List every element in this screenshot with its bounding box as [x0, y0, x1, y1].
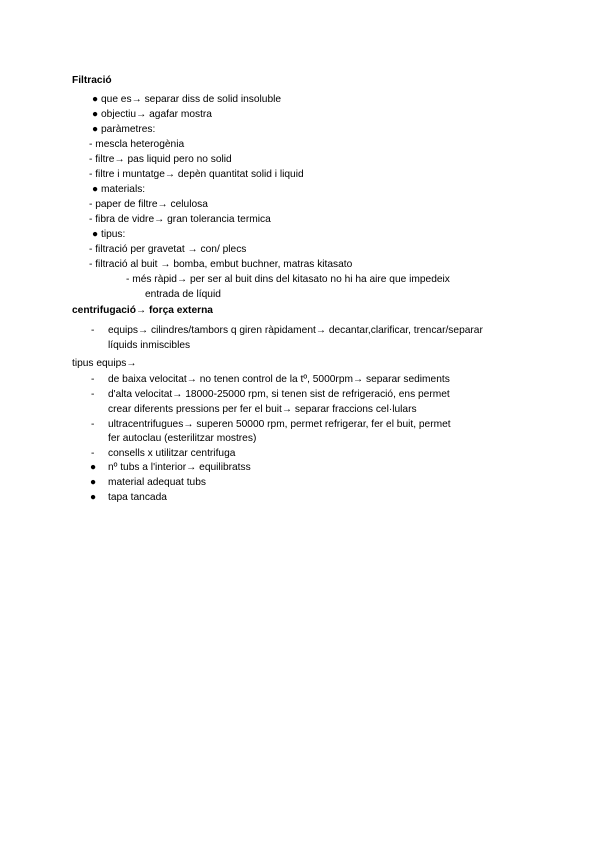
list-item: ● que es→ separar diss de solid insoluble — [92, 94, 282, 105]
heading-filtracio: Filtració — [72, 75, 112, 86]
list-item-continuation: líquids inmiscibles — [108, 340, 191, 351]
list-item: - més ràpid→ per ser al buit dins del kitasato no hi ha aire que impedeix — [126, 274, 450, 285]
dash-marker: - — [91, 419, 95, 430]
list-item-continuation: fer autoclau (esterilitzar mostres) — [108, 433, 257, 444]
heading-tipus-equips: tipus equips→ — [72, 358, 137, 369]
bullet-marker: ● — [90, 462, 97, 473]
list-item: ultracentrifugues→ superen 50000 rpm, permet refrigerar, fer el buit, permet — [108, 419, 451, 430]
list-item: - paper de filtre→ celulosa — [89, 199, 208, 210]
list-item-continuation: entrada de líquid — [145, 289, 221, 300]
list-item: - fibra de vidre→ gran tolerancia termica — [89, 214, 271, 225]
list-item: ● paràmetres: — [92, 124, 156, 135]
list-item: equips→ cilindres/tambors q giren ràpidament→ decantar,clarificar, trencar/separar — [108, 325, 483, 336]
list-item: - filtre→ pas liquid pero no solid — [89, 154, 232, 165]
list-item: - filtració per gravetat → con/ plecs — [89, 244, 247, 255]
list-item: - mescla heterogènia — [89, 139, 185, 150]
list-item: nº tubs a l'interior→ equilibratss — [108, 462, 251, 473]
list-item: - filtre i muntatge→ depèn quantitat solid i liquid — [89, 169, 304, 180]
list-item: ● materials: — [92, 184, 146, 195]
list-item: tapa tancada — [108, 492, 167, 503]
heading-centrifugacio: centrifugació→ força externa — [72, 305, 213, 316]
list-item: ● objectiu→ agafar mostra — [92, 109, 212, 120]
dash-marker: - — [91, 448, 95, 459]
list-item-continuation: crear diferents pressions per fer el buit→ separar fraccions cel·lulars — [108, 404, 417, 415]
dash-marker: - — [91, 374, 95, 385]
list-item: - filtració al buit → bomba, embut buchner, matras kitasato — [89, 259, 353, 270]
list-item: material adequat tubs — [108, 477, 206, 488]
list-item: consells x utilitzar centrifuga — [108, 448, 236, 459]
list-item: ● tipus: — [92, 229, 126, 240]
bullet-marker: ● — [90, 492, 97, 503]
bullet-marker: ● — [90, 477, 97, 488]
list-item: de baixa velocitat→ no tenen control de la tº, 5000rpm→ separar sediments — [108, 374, 450, 385]
list-item: d'alta velocitat→ 18000-25000 rpm, si tenen sist de refrigeració, ens permet — [108, 389, 450, 400]
dash-marker: - — [91, 325, 95, 336]
dash-marker: - — [91, 389, 95, 400]
